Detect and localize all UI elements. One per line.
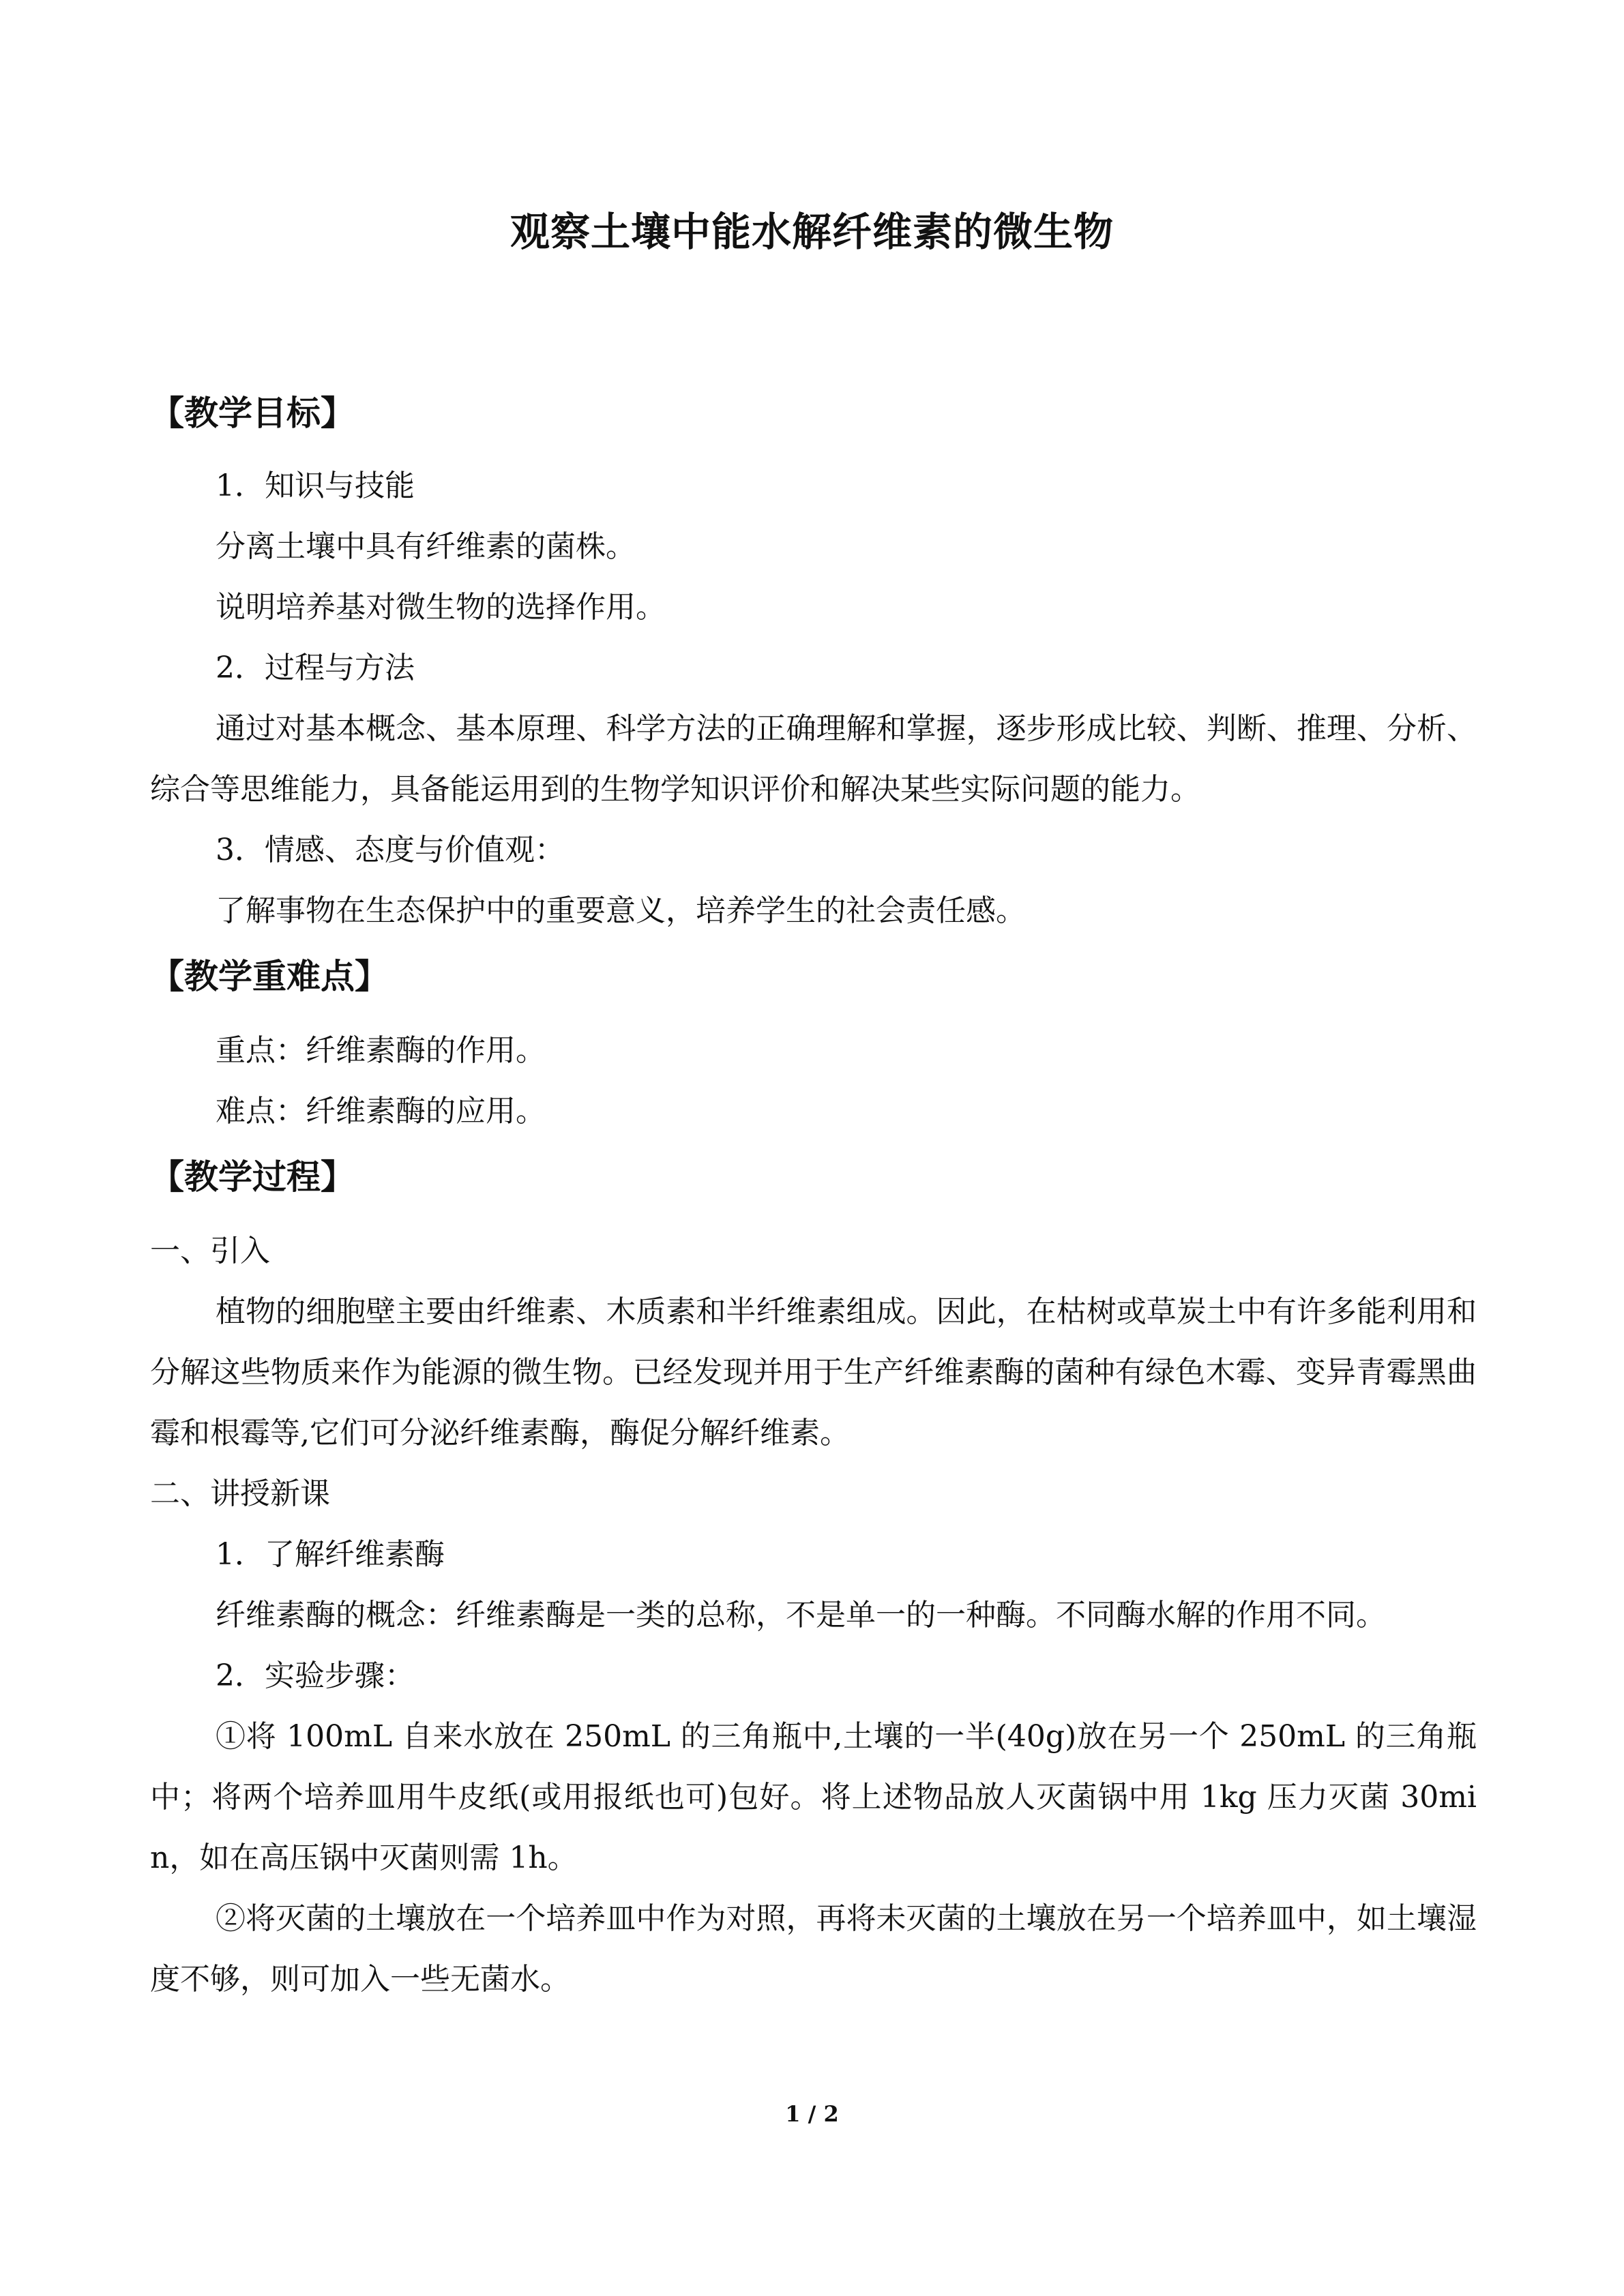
page-number: 1 / 2 xyxy=(785,2101,839,2127)
objective-item-3-paragraph-1: 了解事物在生态保护中的重要意义，培养学生的社会责任感。 xyxy=(216,893,1026,928)
objective-item-2-label: 2．过程与方法 xyxy=(216,651,415,685)
experiment-step-1: ①将 100mL 自来水放在 250mL 的三角瓶中,土壤的一半(40g)放在另一个 250mL 的三角瓶中；将两个培养皿用牛皮纸(或用报纸也可)包好。将上述物品放人灭菌锅中用 1kg 压力灭菌 30min，如在高压锅中灭菌则需 1h。 xyxy=(150,1719,1477,1875)
process-part-2-label: 二、讲授新课 xyxy=(150,1476,330,1511)
objective-item-3-label: 3．情感、态度与价值观： xyxy=(216,833,565,867)
document-body xyxy=(150,379,1477,2010)
process-part-1-label: 一、引入 xyxy=(150,1234,270,1268)
process-sub-1-label: 1．了解纤维素酶 xyxy=(216,1537,445,1572)
document-title: 观察土壤中能水解纤维素的微生物 xyxy=(510,209,1114,255)
experiment-step-2: ②将灭菌的土壤放在一个培养皿中作为对照，再将未灭菌的土壤放在另一个培养皿中，如土壤湿度不够，则可加入一些无菌水。 xyxy=(150,1901,1477,1997)
process-sub-2-label: 2．实验步骤： xyxy=(216,1658,415,1693)
section-heading-objectives: 【教学目标】 xyxy=(150,393,355,433)
objective-item-1-paragraph-2: 说明培养基对微生物的选择作用。 xyxy=(216,590,666,625)
section-heading-process: 【教学过程】 xyxy=(150,1157,355,1197)
section-heading-key-points: 【教学重难点】 xyxy=(150,957,389,996)
objective-item-1-label: 1．知识与技能 xyxy=(216,468,415,503)
process-part-1-paragraph: 植物的细胞壁主要由纤维素、木质素和半纤维素组成。因此，在枯树或草炭土中有许多能利用和分解这些物质来作为能源的微生物。已经发现并用于生产纤维素酶的菌种有绿色木霉、变异青霉黑曲霉和根霉等,它们可分泌纤维素酶，酶促分解纤维素。 xyxy=(150,1294,1477,1450)
objective-item-2-paragraph-1: 通过对基本概念、基本原理、科学方法的正确理解和掌握，逐步形成比较、判断、推理、分析、综合等思维能力，具备能运用到的生物学知识评价和解决某些实际问题的能力。 xyxy=(150,711,1477,807)
key-point: 重点：纤维素酶的作用。 xyxy=(216,1033,546,1068)
process-sub-1-paragraph: 纤维素酶的概念：纤维素酶是一类的总称，不是单一的一种酶。不同酶水解的作用不同。 xyxy=(216,1598,1386,1632)
difficult-point: 难点：纤维素酶的应用。 xyxy=(216,1094,546,1129)
objective-item-1-paragraph-1: 分离土壤中具有纤维素的菌株。 xyxy=(216,529,636,564)
